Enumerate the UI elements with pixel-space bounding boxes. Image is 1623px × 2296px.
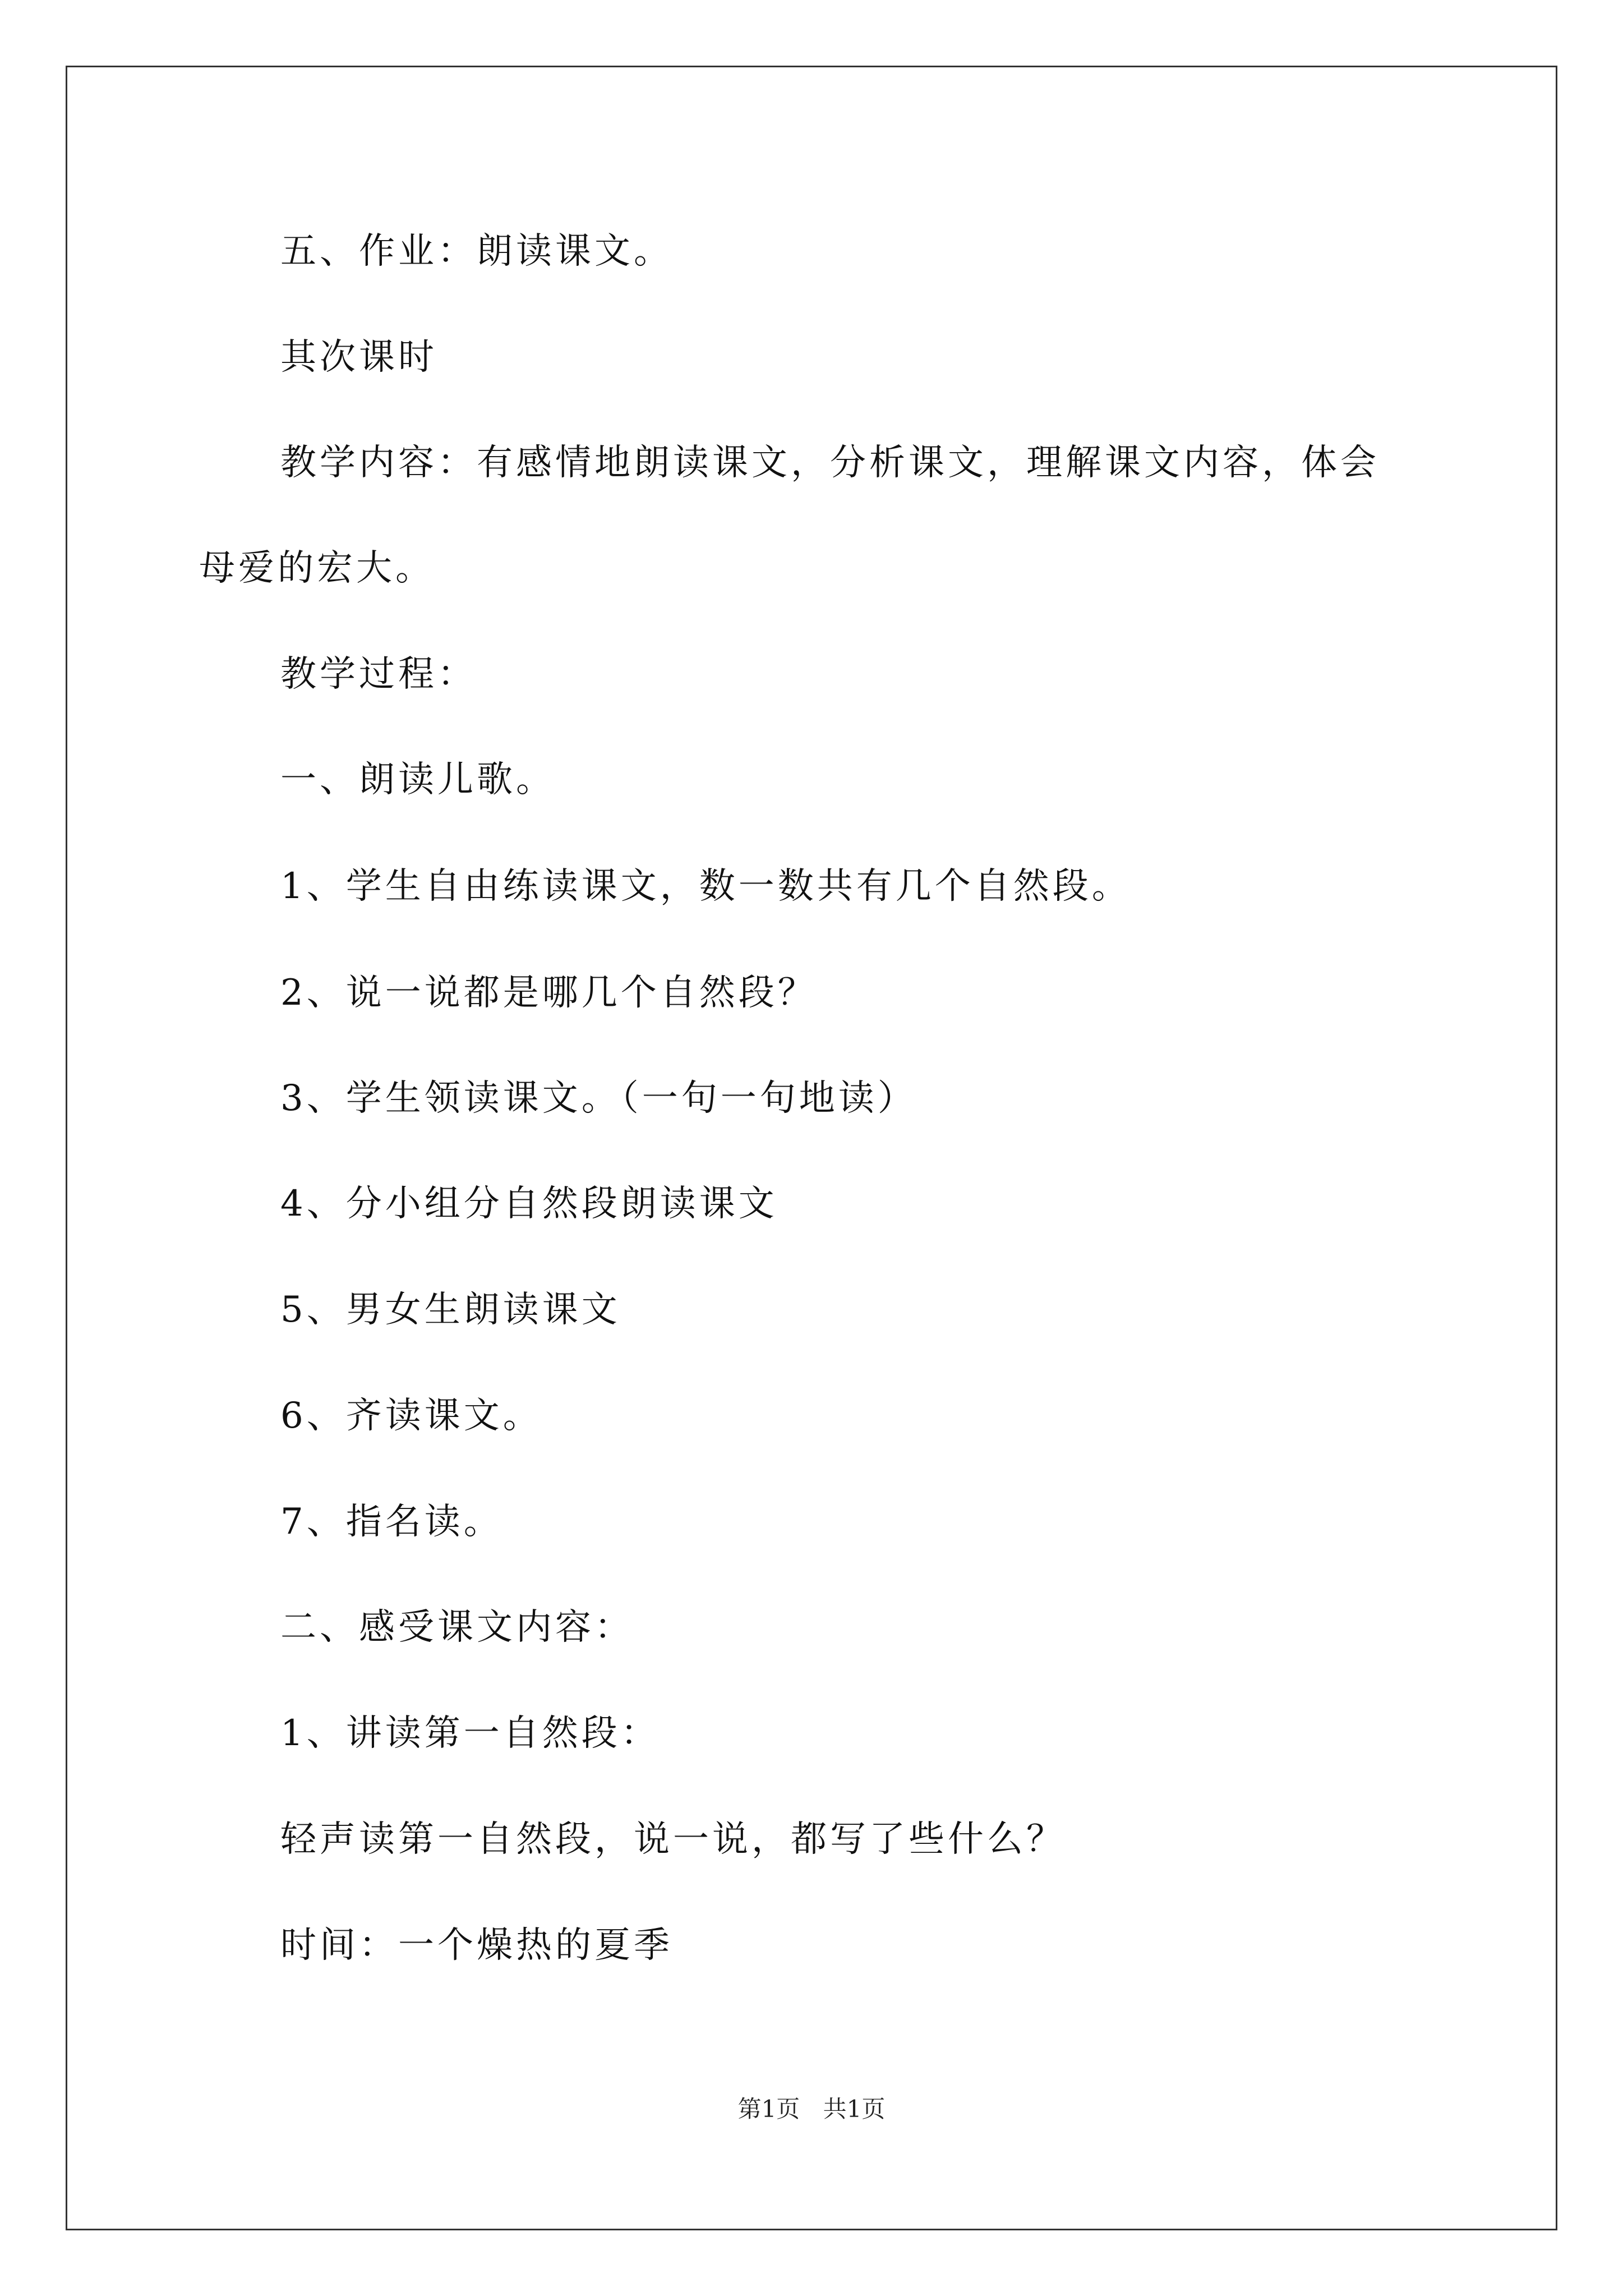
paragraph-line: 教学过程： — [280, 654, 477, 695]
paragraph-line: 轻声读第一自然段，说一说，都写了些什么？ — [280, 1819, 1066, 1860]
paragraph-line: 6、齐读课文。 — [280, 1395, 542, 1437]
paragraph-line: 5、男女生朗读课文 — [280, 1289, 621, 1331]
paragraph-line: 1、学生自由练读课文，数一数共有几个自然段。 — [280, 866, 1131, 907]
paragraph-line: 母爱的宏大。 — [199, 547, 435, 589]
page-footer — [0, 2095, 1623, 2123]
paragraph-line: 其次课时 — [280, 337, 437, 378]
paragraph-line: 4、分小组分自然段朗读课文 — [280, 1183, 778, 1225]
paragraph-line: 教学内容：有感情地朗读课文，分析课文，理解课文内容，体会 — [280, 442, 1380, 484]
paragraph-line: 时间：一个燥热的夏季 — [280, 1925, 673, 1966]
page-number-total: 共1页 — [823, 2095, 886, 2123]
page-number-current: 第1页 — [737, 2095, 800, 2123]
paragraph-line: 二、感受课文内容： — [280, 1607, 634, 1648]
paragraph-line: 7、指名读。 — [280, 1501, 503, 1543]
page-border — [66, 66, 1557, 2230]
paragraph-line: 五、作业：朗读课文。 — [280, 231, 673, 272]
paragraph-line: 2、说一说都是哪几个自然段？ — [280, 972, 817, 1014]
paragraph-line: 3、学生领读课文。（一句一句地读） — [280, 1078, 917, 1119]
paragraph-line: 1、讲读第一自然段： — [280, 1713, 660, 1754]
paragraph-line: 一、朗读儿歌。 — [280, 759, 555, 800]
